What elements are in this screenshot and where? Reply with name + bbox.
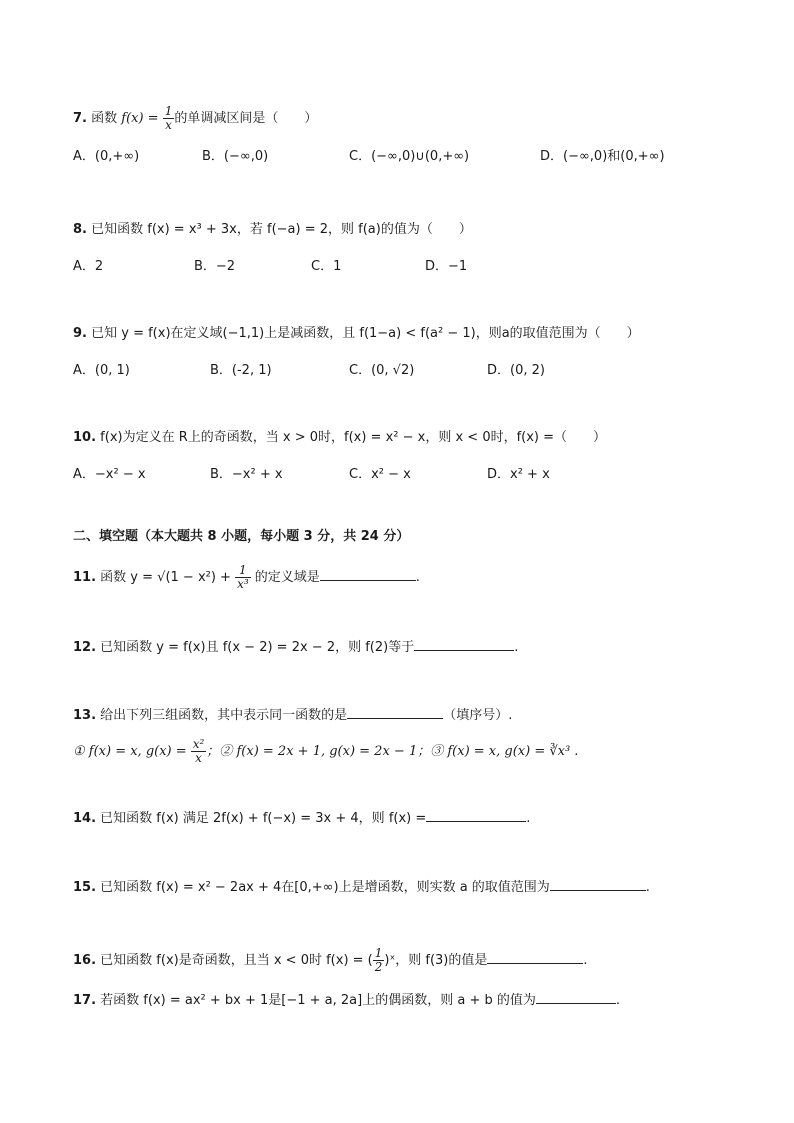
option-d: D．−1 bbox=[425, 259, 468, 274]
question-text: 的定义域是 bbox=[250, 570, 320, 585]
question-8 bbox=[73, 220, 472, 240]
question-text: f(x)为定义在 R上的奇函数，当 x > 0时，f(x) = x² − x，则 x < 0时，f(x) =（ ） bbox=[100, 430, 607, 445]
punctuation: . bbox=[583, 953, 588, 968]
option-b: B．−x² + x bbox=[210, 467, 283, 482]
question-number: 7. bbox=[73, 111, 87, 126]
question-text: 函数 y = √(1 − x²) + bbox=[100, 570, 236, 585]
option-a: A．2 bbox=[73, 259, 104, 274]
option-c: C．1 bbox=[311, 259, 342, 274]
question-note: （填序号）. bbox=[443, 708, 513, 723]
option-b: B．(−∞,0) bbox=[202, 149, 269, 164]
question-number: 8. bbox=[73, 222, 87, 237]
fraction: $\frac{1}{2}$ bbox=[374, 946, 383, 974]
question-text: 若函数 f(x) = ax² + bx + 1是[−1 + a, 2a]上的偶函数，则 a + b 的值为 bbox=[100, 993, 536, 1008]
section-heading: 二、填空题（本大题共 8 小题，每小题 3 分，共 24 分） bbox=[73, 529, 410, 544]
option-a: A．(0,+∞) bbox=[73, 149, 140, 164]
punctuation: . bbox=[514, 640, 519, 655]
question-text: )ˣ，则 f(3)的值是 bbox=[384, 953, 488, 968]
fraction: $\frac{1}{x}$ bbox=[164, 104, 173, 132]
option-d: D．(0, 2) bbox=[487, 363, 545, 378]
option-b: B．−2 bbox=[194, 259, 236, 274]
question-text: 已知函数 f(x) 满足 2f(x) + f(−x) = 3x + 4，则 f(x) = bbox=[100, 811, 427, 826]
question-11 bbox=[73, 564, 420, 591]
question-13-options bbox=[73, 738, 578, 765]
punctuation: . bbox=[415, 570, 420, 585]
option-b: B．(-2, 1) bbox=[210, 363, 272, 378]
option-c: C．(0, √2) bbox=[349, 363, 415, 378]
question-text: 已知函数 f(x) = x² − 2ax + 4在[0,+∞)上是增函数，则实数 a 的取值范围为 bbox=[100, 880, 550, 895]
option-c: C．(−∞,0)∪(0,+∞) bbox=[349, 149, 470, 164]
question-7 bbox=[73, 105, 317, 132]
question-number: 15. bbox=[73, 880, 97, 895]
option-d: D．(−∞,0)和(0,+∞) bbox=[540, 149, 665, 164]
question-text: 的单调减区间是（ ） bbox=[174, 111, 318, 126]
math-expr: f(x) = bbox=[121, 111, 163, 126]
math-expr: ；② f(x) = 2x + 1, g(x) = 2x − 1；③ f(x) = x, g(x) = ∛x³ . bbox=[206, 744, 579, 759]
answer-blank[interactable] bbox=[414, 636, 514, 651]
answer-blank[interactable] bbox=[536, 989, 616, 1004]
question-number: 9. bbox=[73, 326, 87, 341]
question-number: 12. bbox=[73, 640, 97, 655]
question-13 bbox=[73, 704, 512, 726]
question-number: 11. bbox=[73, 570, 97, 585]
fraction: $\frac{\text{x²}}{x}$ bbox=[192, 737, 205, 765]
answer-blank[interactable] bbox=[320, 566, 416, 581]
question-number: 13. bbox=[73, 708, 97, 723]
punctuation: . bbox=[526, 811, 531, 826]
question-text: 已知函数 f(x) = x³ + 3x，若 f(−a) = 2，则 f(a)的值为（ ） bbox=[91, 222, 472, 237]
answer-blank[interactable] bbox=[550, 876, 646, 891]
answer-blank[interactable] bbox=[347, 704, 443, 719]
question-text: 已知函数 f(x)是奇函数，且当 x < 0时 f(x) = ( bbox=[100, 953, 373, 968]
punctuation: . bbox=[615, 993, 620, 1008]
answer-blank[interactable] bbox=[487, 949, 583, 964]
answer-blank[interactable] bbox=[426, 807, 526, 822]
option-c: C．x² − x bbox=[349, 467, 411, 482]
question-15 bbox=[73, 876, 650, 898]
fraction: $\frac{1}{\text{x³}}$ bbox=[237, 563, 249, 591]
question-number: 10. bbox=[73, 430, 97, 445]
question-17 bbox=[73, 989, 620, 1011]
question-number: 17. bbox=[73, 993, 97, 1008]
punctuation: . bbox=[645, 880, 650, 895]
question-16 bbox=[73, 947, 588, 974]
question-14 bbox=[73, 807, 530, 829]
question-9 bbox=[73, 324, 640, 344]
option-a: A．(0, 1) bbox=[73, 363, 130, 378]
question-text: 函数 bbox=[91, 111, 122, 126]
question-text: 已知函数 y = f(x)且 f(x − 2) = 2x − 2，则 f(2)等于 bbox=[100, 640, 415, 655]
question-12 bbox=[73, 636, 518, 658]
question-number: 14. bbox=[73, 811, 97, 826]
option-d: D．x² + x bbox=[487, 467, 550, 482]
question-number: 16. bbox=[73, 953, 97, 968]
math-expr: ① f(x) = x, g(x) = bbox=[73, 744, 191, 759]
question-10 bbox=[73, 428, 606, 448]
question-text: 给出下列三组函数，其中表示同一函数的是 bbox=[100, 708, 348, 723]
question-text: 已知 y = f(x)在定义域(−1,1)上是减函数，且 f(1−a) < f(a² − 1)，则a的取值范围为（ ） bbox=[91, 326, 640, 341]
option-a: A．−x² − x bbox=[73, 467, 146, 482]
